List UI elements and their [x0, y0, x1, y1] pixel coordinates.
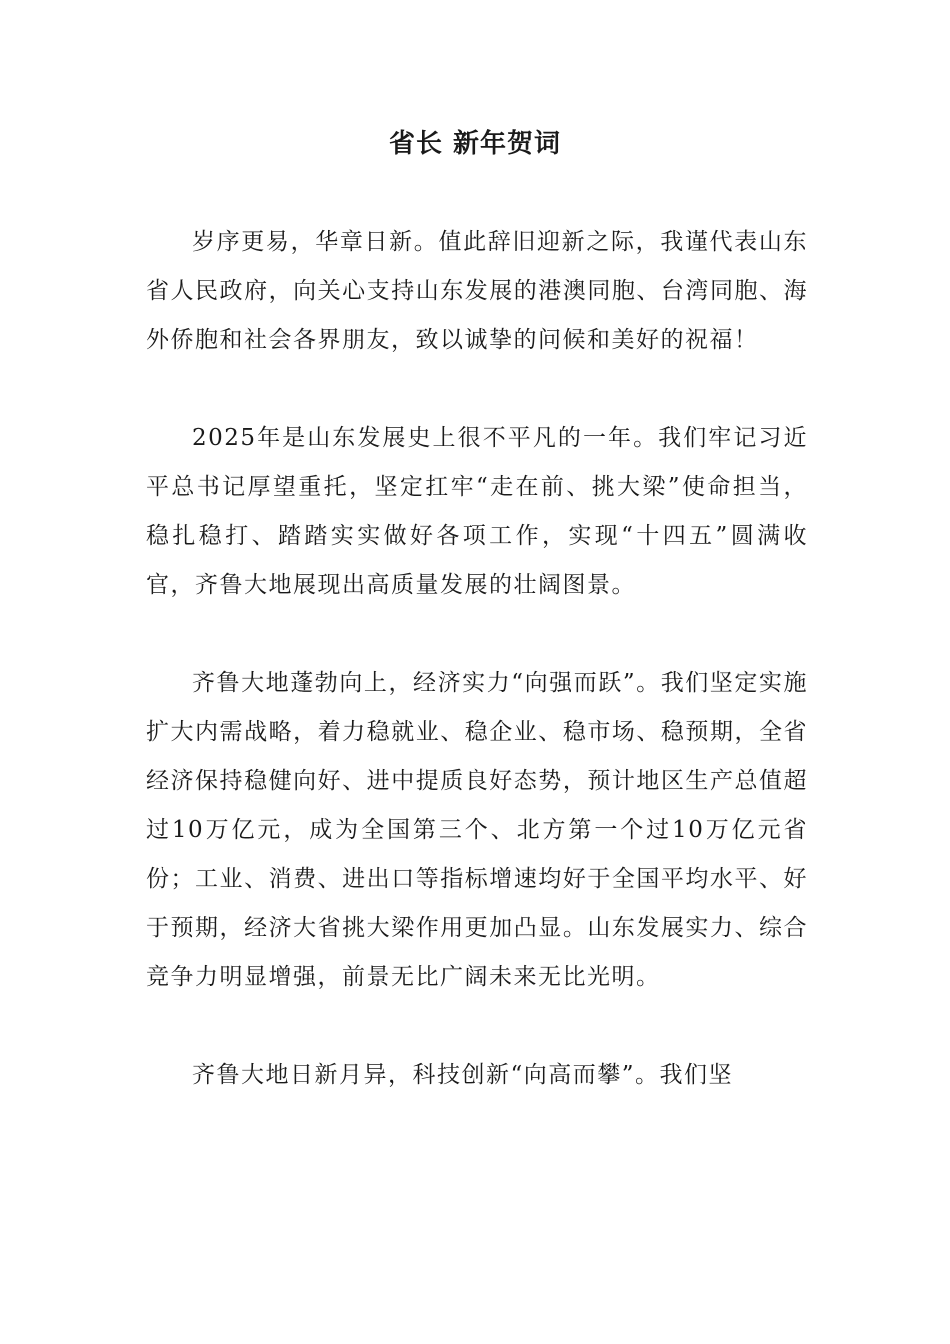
document-body — [146, 218, 808, 1149]
paragraph-new-year-greeting: 岁序更易，华章日新。值此辞旧迎新之际，我谨代表山东省人民政府，向关心支持山东发展的港澳同胞、台湾同胞、海外侨胞和社会各界朋友，致以诚挚的问候和美好的祝福！ — [146, 229, 808, 353]
paragraph-2025-review: 2025年是山东发展史上很不平凡的一年。我们牢记习近平总书记厚望重托，坚定扛牢“走在前、挑大梁”使命担当，稳扎稳打、踏踏实实做好各项工作，实现“十四五”圆满收官，齐鲁大地展现出高质量发展的壮阔图景。 — [146, 425, 808, 598]
paragraph-economic-strength: 齐鲁大地蓬勃向上，经济实力“向强而跃”。我们坚定实施扩大内需战略，着力稳就业、稳企业、稳市场、稳预期，全省经济保持稳健向好、进中提质良好态势，预计地区生产总值超过10万亿元，成为全国第三个、北方第一个过10万亿元省份；工业、消费、进出口等指标增速均好于全国平均水平、好于预期，经济大省挑大梁作用更加凸显。山东发展实力、综合竞争力明显增强，前景无比广阔未来无比光明。 — [146, 670, 808, 990]
paragraph-tech-innovation: 齐鲁大地日新月异，科技创新“向高而攀”。我们坚 — [192, 1062, 734, 1088]
document-title: 省长 新年贺词 — [388, 129, 562, 159]
